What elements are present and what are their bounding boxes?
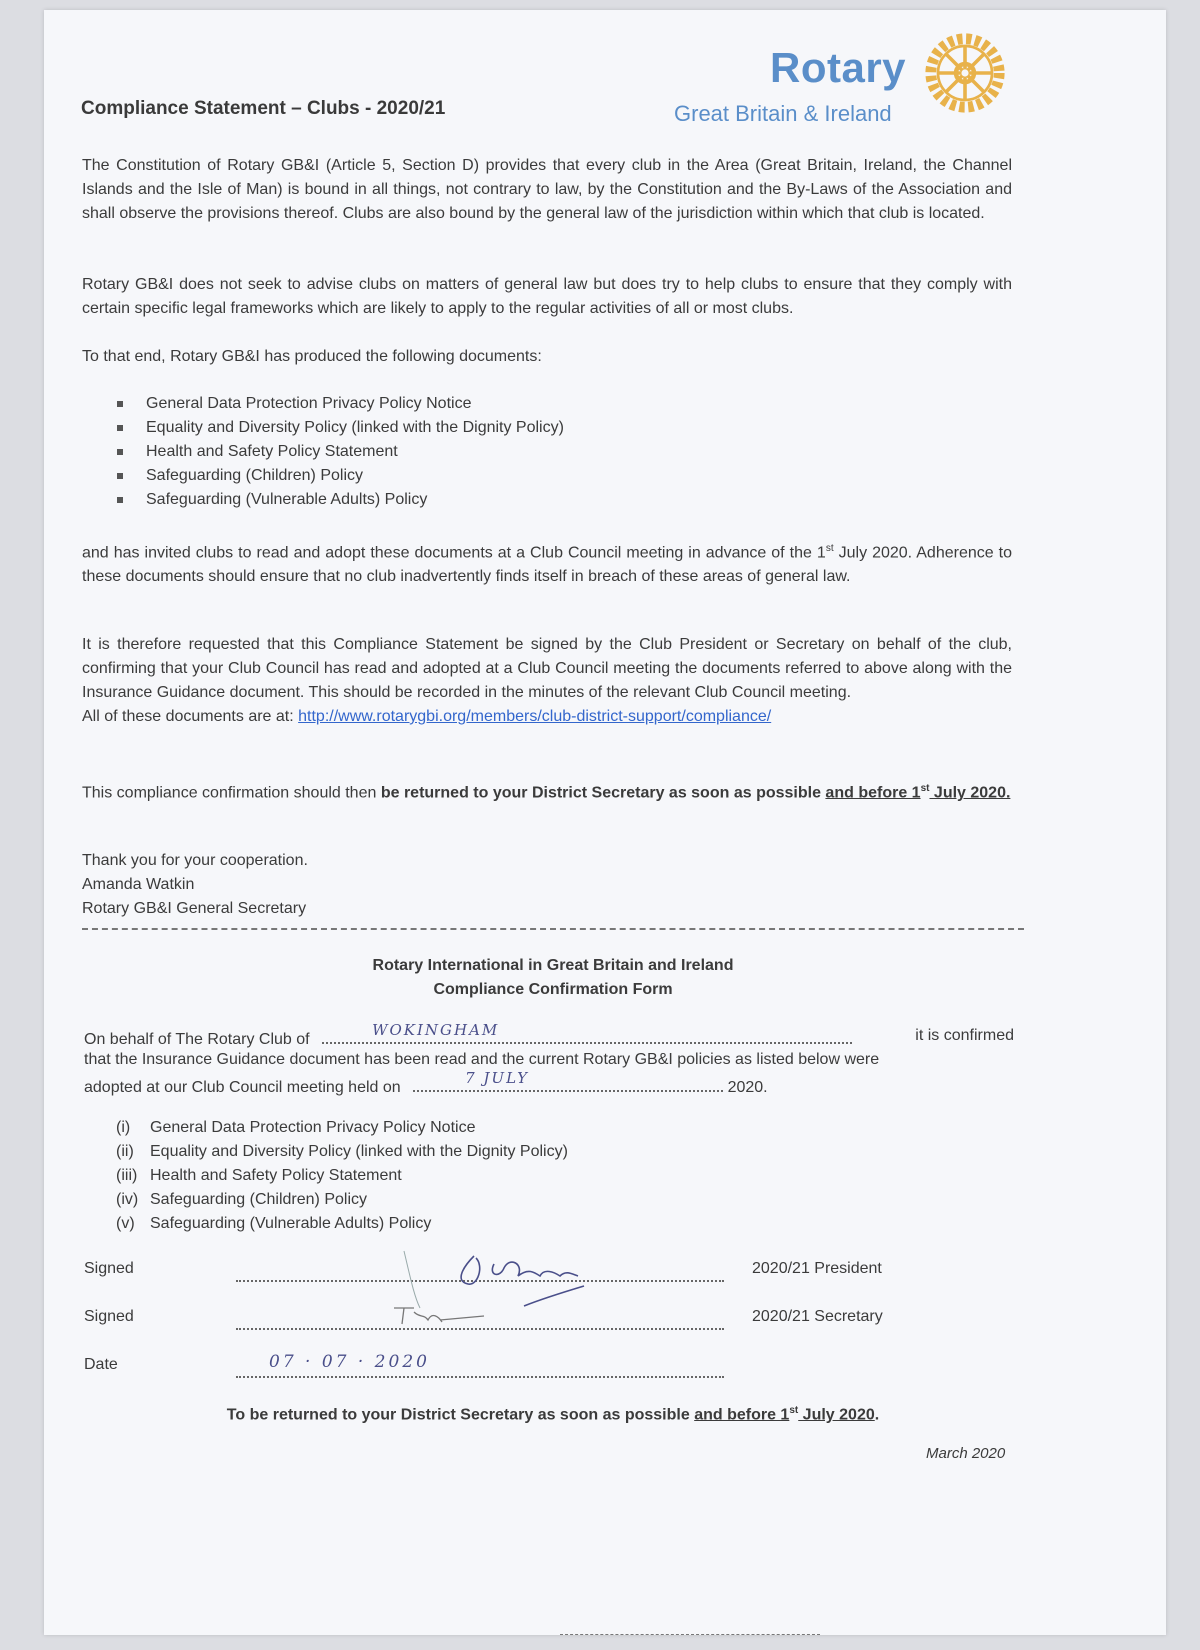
rotary-logo-text: Rotary (770, 44, 907, 91)
list-item: (i) General Data Protection Privacy Policy Notice (116, 1119, 476, 1136)
page-title: Compliance Statement – Clubs - 2020/21 (81, 98, 446, 119)
list-item: (iv) Safeguarding (Children) Policy (116, 1191, 367, 1208)
signed-label: Signed (84, 1308, 134, 1325)
meeting-date-field[interactable] (413, 1069, 723, 1092)
list-item: (iii) Health and Safety Policy Statement (116, 1167, 402, 1184)
policies-list (116, 1116, 568, 1236)
adoption-paragraph: and has invited clubs to read and adopt these documents at a Club Council meeting in advance of the 1st July 2020. Adherence to these documents should ensure that no club inadvertently finds itself in breach of these areas of general law. (82, 543, 1013, 586)
signed-label: Signed (84, 1260, 134, 1277)
legal-framework-paragraph: Rotary GB&I does not seek to advise clubs on matters of general law but does try to help clubs to ensure that they comply with certain specific legal frameworks which are likely to apply to the regular activities of all or most clubs. (82, 276, 1012, 317)
insurance-confirmation-line: that the Insurance Guidance document has been read and the current Rotary GB&I policies as listed below were (84, 1051, 880, 1068)
secretary-signature (384, 1302, 524, 1332)
rotary-logo-subtitle: Great Britain & Ireland (674, 101, 892, 126)
secretary-role-label: 2020/21 Secretary (752, 1308, 883, 1325)
list-item: Equality and Diversity Policy (linked with the Dignity Policy) (110, 416, 564, 440)
list-item: General Data Protection Privacy Policy Notice (110, 392, 564, 416)
version-date: March 2020 (926, 1445, 1006, 1462)
form-subheading: Compliance Confirmation Form (433, 981, 673, 998)
return-instruction-paragraph: This compliance confirmation should then be returned to your District Secretary as soon as possible and before 1st July 2020. (82, 783, 1011, 802)
date-row (84, 1352, 984, 1386)
list-item: (v) Safeguarding (Vulnerable Adults) Policy (116, 1215, 432, 1232)
signer-role: Rotary GB&I General Secretary (82, 900, 307, 917)
date-label: Date (84, 1356, 118, 1373)
club-name-value: WOKINGHAM (372, 1021, 500, 1039)
date-value: 07 · 07 · 2020 (269, 1352, 430, 1372)
page-edge-mark (560, 1634, 820, 1635)
list-item: (ii) Equality and Diversity Policy (linked with the Dignity Policy) (116, 1143, 568, 1160)
documents-intro-paragraph: To that end, Rotary GB&I has produced the following documents: (82, 348, 542, 365)
secretary-signature-row (84, 1308, 984, 1338)
club-confirmation-line: On behalf of The Rotary Club of WOKINGHAM it is confirmed (84, 1024, 1014, 1052)
constitution-paragraph: The Constitution of Rotary GB&I (Article 5, Section D) provides that every club in the Area (Great Britain, Ireland, the Channel Islands and the Isle of Man) is bound in all things, not contrary to law, by the Constitution and the By-Laws of the Association and shall observe the provisions thereof. Clubs are also bound by the general law of the jurisdiction within which that club is located. (82, 157, 1012, 222)
rotary-wheel-icon (920, 28, 1010, 118)
list-item: Safeguarding (Vulnerable Adults) Policy (110, 488, 564, 512)
signing-request-paragraph: It is therefore requested that this Compliance Statement be signed by the Club President or Secretary on behalf of the club, confirming that your Club Council has read and adopted at a Club Council meeting the documents referred to above along with the Insurance Guidance document. This should be recorded in the minutes of the relevant Club Council meeting. All of these documents are at: http://www.rotarygbi.org/members/club-district-support/compliance/ (82, 636, 1012, 725)
meeting-date-line: adopted at our Club Council meeting held on 7 JULY 2020. (84, 1072, 768, 1100)
club-name-field[interactable] (322, 1021, 852, 1044)
president-role-label: 2020/21 President (752, 1260, 882, 1277)
list-item: Safeguarding (Children) Policy (110, 464, 564, 488)
date-field[interactable] (236, 1376, 724, 1378)
list-item: Health and Safety Policy Statement (110, 440, 564, 464)
meeting-date-value: 7 JULY (465, 1069, 529, 1087)
signer-name: Amanda Watkin (82, 876, 195, 893)
president-signature-row (84, 1260, 984, 1290)
signoff: Thank you for your cooperation. Amanda Watkin Rotary GB&I General Secretary (82, 852, 308, 917)
return-reminder: To be returned to your District Secretary as soon as possible and before 1st July 2020. (226, 1405, 880, 1424)
documents-list (110, 392, 564, 512)
compliance-documents-link[interactable]: http://www.rotarygbi.org/members/club-district-support/compliance/ (298, 708, 772, 725)
document-page (44, 10, 1166, 1635)
cut-line-divider (82, 928, 1024, 930)
form-heading: Rotary International in Great Britain and Ireland (372, 957, 734, 974)
